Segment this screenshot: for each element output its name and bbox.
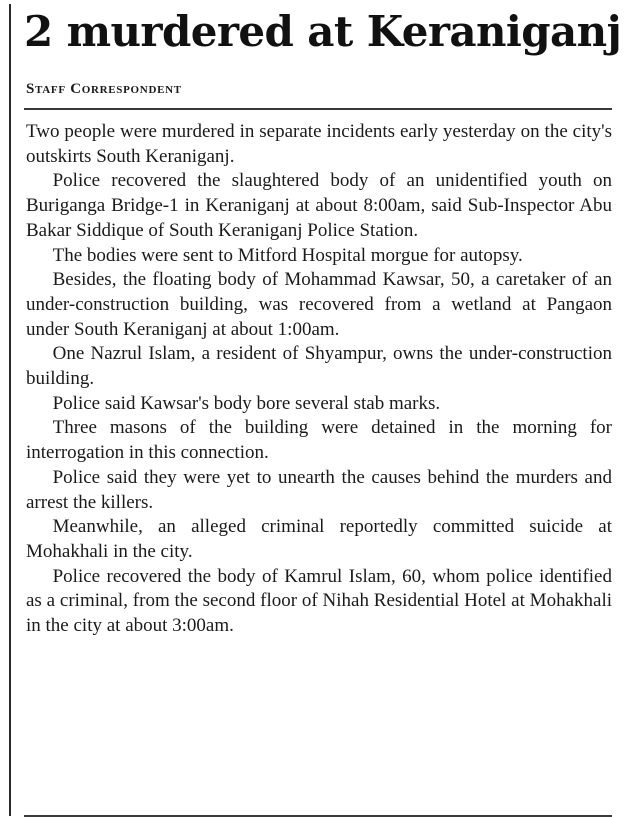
paragraph-3: The bodies were sent to Mitford Hospital morgue for autopsy. (52, 244, 523, 266)
footer-divider (24, 815, 612, 817)
paragraph-7: Three masons of the building were detained in the morning for interrogation in this connection. (26, 417, 612, 464)
headline: 2 murdered at Keraniganj (24, 7, 622, 56)
paragraph-5: One Nazrul Islam, a resident of Shyampur, owns the under-construction building. (26, 343, 612, 390)
byline: Staff Correspondent (26, 81, 182, 97)
paragraph-4: Besides, the floating body of Mohammad Kawsar, 50, a caretaker of an under-construction building, was recovered from a wetland at Pangaon under South Keraniganj at about 1:00am. (26, 269, 612, 340)
paragraph-1: Two people were murdered in separate incidents early yesterday on the city's outskirts South Keraniganj. (26, 121, 612, 167)
paragraph-8: Police said they were yet to unearth the causes behind the murders and arrest the killers. (26, 466, 612, 513)
paragraph-2: Police recovered the slaughtered body of an unidentified youth on Buriganga Bridge-1 in Keraniganj at about 8:00am, said Sub-Inspector Abu Bakar Siddique of South Keraniganj Police Station. (26, 170, 612, 241)
column-rule-left (9, 4, 11, 816)
paragraph-6: Police said Kawsar's body bore several stab marks. (52, 392, 441, 414)
header-divider (24, 108, 612, 110)
paragraph-10: Police recovered the body of Kamrul Islam, 60, whom police identified as a criminal, from the second floor of Nihah Residential Hotel at Mohakhali in the city at about 3:00am. (26, 565, 612, 637)
article-body (26, 120, 612, 639)
paragraph-9: Meanwhile, an alleged criminal reportedly committed suicide at Mohakhali in the city. (26, 516, 612, 562)
